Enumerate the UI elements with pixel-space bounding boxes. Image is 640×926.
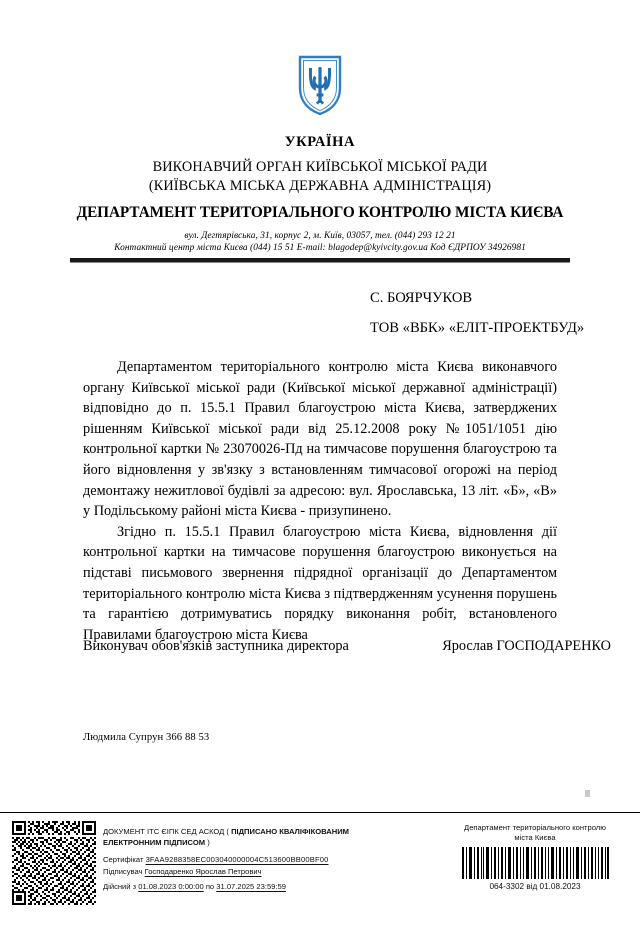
signer-label: Підписувач [103,867,145,877]
registration-number: 064-3302 від 01.08.2023 [489,882,581,892]
qr-code [12,821,96,905]
ukraine-trident-coat-of-arms-icon [297,54,343,116]
signature-statement [103,827,433,848]
stamp-title-line-1: Департамент територіального контролю [464,823,606,832]
validity-label: Дійсний з [103,881,139,891]
signature-statement-suffix: ) [205,837,210,847]
signed-qualified-label-2: ЕЛЕКТРОННИМ ПІДПИСОМ [103,837,206,847]
signature-details [103,827,433,892]
organ-line-2: (КИЇВСЬКА МІСЬКА ДЕРЖАВНА АДМІНІСТРАЦІЯ) [148,178,492,194]
addressee-organization: ТОВ «ВБК» «ЕЛІТ-ПРОЕКТБУД» [370,320,585,336]
validity-to: 31.07.2025 23:59:59 [216,881,286,891]
document-body [83,357,557,645]
scan-artifact-mark [585,790,590,797]
certificate-row [103,855,433,866]
validity-row [103,882,433,893]
signatory-name: Ярослав ГОСПОДАРЕНКО [442,638,611,654]
signer-value: Господаренко Ярослав Петрович [144,867,262,877]
signatory-title: Виконувач обов'язків заступника директора [83,638,349,654]
header-divider [70,258,570,263]
electronic-signature-footer [0,812,640,926]
validity-separator: по [203,881,217,891]
registration-stamp [442,823,628,891]
barcode [460,847,610,879]
contact-address-line: вул. Дегтярівська, 31, корпус 2, м. Київ, 03057, тел. (044) 293 12 21 [184,231,456,241]
body-paragraph-1: Департаментом територіального контролю міста Києва виконавчого органу Київської міської ради (Київської міської державної адміністрації) відповідно до п. 15.5.1 Правил благоустрою міста Києва, затверджених рішенням Київської міської ради від 25.12.2008 року №1051/1051 дію контрольної картки № 23070026-Пд на тимчасове порушення благоустрою та його відновлення у зв'язку з встановленням тимчасової огорожі на період демонтажу нежитлової будівлі за адресою: вул. Ярославська, 13 літ. «Б», «В» у Подільському районі міста Києва - призупинено. [83,359,557,520]
signed-qualified-label-1: ПІДПИСАНО КВАЛІФІКОВАНИМ [231,827,349,836]
department-title: ДЕПАРТАМЕНТ ТЕРИТОРІАЛЬНОГО КОНТРОЛЮ МІСТА КИЄВА [76,204,564,221]
emblem-container [0,54,640,121]
stamp-title-line-2: міста Києва [514,833,556,843]
doc-system-label: ДОКУМЕНТ ІТС ЄІПК СЕД АСКОД ( [103,827,232,836]
validity-from: 01.08.2023 0:00:00 [138,881,204,891]
addressee-person: С. БОЯРЧУКОВ [370,290,473,306]
organ-line-1: ВИКОНАВЧИЙ ОРГАН КИЇВСЬКОЇ МІСЬКОЇ РАДИ [152,159,488,175]
country-title: УКРАЇНА [284,134,356,150]
contact-center-line: Контактний центр міста Києва (044) 15 51 E-mail: blagodep@kyivcity.gov.ua Код ЄДРПОУ 34926981 [114,243,526,254]
certificate-value: 3FAA9288358EC003040000004C513600BB00BF00 [145,855,329,865]
body-paragraph-2: Згідно п. 15.5.1 Правил благоустрою міста Києва, відновлення дії контрольної картки на тимчасове порушення благоустрою виконується на підставі письмового звернення підрядної організації до Департаментом територіального контролю міста Києва з підтвердженням усунення порушень та гарантією дотримуватись порядку виконання робіт, встановленого Правилами благоустрою міста Києва [83,523,557,643]
addressee-block [370,283,635,343]
signer-row [103,867,433,878]
certificate-label: Сертифікат [103,855,146,865]
executor-contact: Людмила Супрун 366 88 53 [83,732,210,743]
letterhead [0,132,640,255]
signature-row [83,638,611,655]
